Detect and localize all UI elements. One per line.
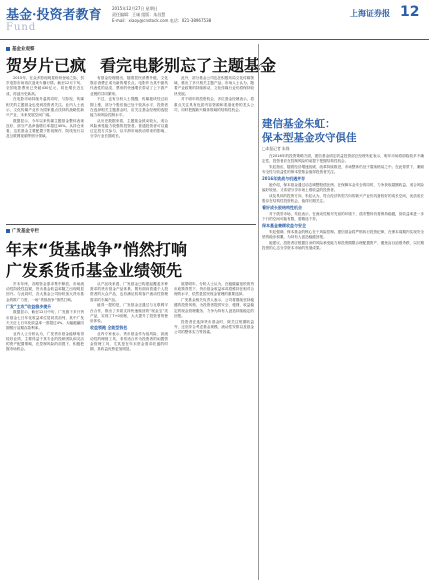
side-subheading-2: 看好成长股结构性机会 — [262, 205, 302, 211]
article2-column-1: 岁末年终，各路资金需求集中释放，市场流动性阶段性趋紧，货币基金收益率随之出现明显回升。与此同时，各大基金公司纷纷加大货币基金的推广力度，一场“货基战争”悄然打响。 广发“主攻”收益稳步提升 数据显示，截至12月中旬，广发旗下多只货币基金七日年化收益率位居同类前列，其中广发天天红七日年化收益率一度超过4%，大幅跑赢同期银行活期存款利率。 业内人士分析认为，广发货币基金能够取得较好业绩，主要得益于其专业的投研团队和灵活的资产配置策略，在控制风险的前提下，积极把握市场机会。 — [6, 282, 84, 352]
side-byline: □本报记者 朱姝 — [262, 146, 290, 151]
section-square-icon — [6, 229, 10, 233]
article2-section-label: 广发基金专栏 — [6, 228, 39, 234]
article2-headline-line2: 广发系货币基金业绩领先 — [6, 261, 183, 280]
section-subtitle: Fund — [6, 22, 37, 33]
side-subheading-3: 保本基金兼顾收益与安全 — [262, 223, 306, 229]
header-contact: E-mail：xiaoy@cnstock.com 电话：021-38967538 — [112, 18, 212, 23]
article1-column-1: 2015年，在众多影视明星纷纷登场之际，贺岁电影市场再次迎来火爆行情。截至12月下旬，全国电影票房已突破430亿元，同比增长近五成，再创历史新高。 在电影市场持续升温的同时，与影视、传媒相关的主题基金也受到投资者关注。业内人士表示，文化传媒产业作为国家重点扶持的战略性新兴产业，未来发展空间广阔。 数据显示，今年以来传媒主题基金整体表现良好，部分产品净值增长率超过40%。从持仓来看，这类基金主要配置于影视制作、院线发行以及互联网视频等细分领域。 — [6, 76, 84, 139]
section-title: 基金·投资者教育 — [6, 8, 102, 23]
side-subheading-1: 2016年挑战与机遇并存 — [262, 176, 306, 182]
article2-column-3: 展望明年，分析人士认为，在稳健偏宽松的货币政策背景下，货币基金收益率或将维持在相对合理的水平，依然是居民现金管理的重要选择。 广发基金相关负责人表示，公司将继续坚持稳健的投资风格，为投资者提供安全、便捷、收益稳定的现金管理服务，力争为持有人创造持续稳定的回报。 投资者在选择货币基金时，除关注短期收益外，还应综合考虑基金规模、流动性安排以及基金公司的整体实力等因素。 — [174, 282, 254, 335]
article1-headline-part1: 贺岁片已疯 — [6, 56, 87, 75]
side-body: 在2016年的投资策略方面，建信基金固定收益投资部总经理朱虹表示，明年市场将面临较多不确定性，投资者应在控制风险的前提下把握结构性机会。 朱虹指出，随着经济增速放缓、改革持续推进，市场整体仍处于震荡格局之中。在此背景下，兼顾安全性与收益性的保本型基金值得投资者关注。 2016年挑战与机遇并存 她介绍，保本基金通过动态调整股债比例，在保障本金安全的同时，力争获取超额收益，适合风险偏好较低、又希望分享市场上涨收益的投资者。 谈及具体的投资方向，朱虹认为，符合经济转型方向的新兴产业仍具备较好的成长空间，优质成长股存在结构性投资机会，值得长期关注。 看好成长股结构性机会 对于债券市场，朱虹表示，在流动性相对充裕的环境下，债市整体仍将保持稳健，但收益率进一步下行的空间可能有限，需精选个券。 保本基金兼顾收益与安全 朱虹强调，保本基金的核心在于风险控制。建信基金将严格执行投资纪律，在保本周期内实现安全垫的稳步积累，为持有人创造稳健回报。 她建议，投资者应根据自身的风险承受能力和投资期限合理配置资产，避免盲目追涨杀跌，以长期投资的心态分享资本市场的发展成果。 — [262, 154, 424, 251]
side-headline: 建信基金朱虹： 保本型基金攻守俱佳 — [262, 118, 357, 144]
column-divider — [258, 44, 259, 580]
article2-headline-line1: 年末“货基战争”悄然打响 — [6, 240, 188, 259]
article1-section-label: 基金业观察 — [6, 46, 35, 52]
article1-headline — [6, 53, 276, 76]
article1-column-2: 有基金经理指出，随着居民消费升级，文化娱乐消费正成为新的增长点。电影作为其中最具代表性的品类，票房的快速增长带动了上下游产业链的共同繁荣。 不过，也有分析人士提醒，传媒板块经过前期上涨，部分个股估值已处于较高水平，投资者在选择相关主题基金时，应关注基金经理的选股能力和风险控制水平。 从历史数据来看，主题基金波动较大，适合风险承受能力较强的投资者。普通投资者可以通过定投方式参与，以平滑市场波动带来的影响，分享行业长期成长。 — [90, 76, 168, 139]
newspaper-name: 上海证券报 — [350, 8, 390, 18]
article2-subheading-2: 收益领跑 全能型钱包 — [90, 325, 128, 331]
article2-subheading-1: 广发“主攻”收益稳步提升 — [6, 303, 52, 309]
header-editor: 责任编辑：王诚 组版：朱昌慧 — [112, 12, 166, 17]
section-square-icon — [6, 47, 10, 51]
article1-column-3: 此外，部分基金公司也在积极布局文化传媒领域，推出了多只相关主题产品。市场人士认为，随着产业政策的持续推动，文化传媒行业仍将保持较快发展。 对于明年的投资机会，多位基金经理表示，将重点关注具有优质内容资源和渠道优势的龙头公司，同时把握新兴媒体领域的结构性机会。 — [174, 76, 254, 112]
article2-column-2: 从产品线来看，广发基金已构建起覆盖多种需求的货币基金产品体系，既有面向普通个人投资者的大众产品，也有满足机构客户流动性管理需求的专属产品。 值得一提的是，广发基金还通过与互联网平台合作，推出了多款支持快速赎回的“现金宝”类产品，实现了T+0到账，大大提升了投资者的使用体验。 收益领跑 全能型钱包 业内专家表示，货币基金作为低风险、高流动性的理财工具，非常适合作为投资者的闲置资金管理工具，尤其是在年末资金需求旺盛的时期，其收益优势更加明显。 — [90, 282, 168, 352]
article-divider — [6, 224, 256, 225]
article1-headline-part2: 看完电影别忘了主题基金 — [100, 56, 277, 75]
header-meta — [112, 6, 312, 24]
header-date: 2015年12月27日 星期日 — [112, 6, 158, 11]
page-header — [0, 0, 429, 40]
page-number: 12 — [400, 4, 420, 20]
